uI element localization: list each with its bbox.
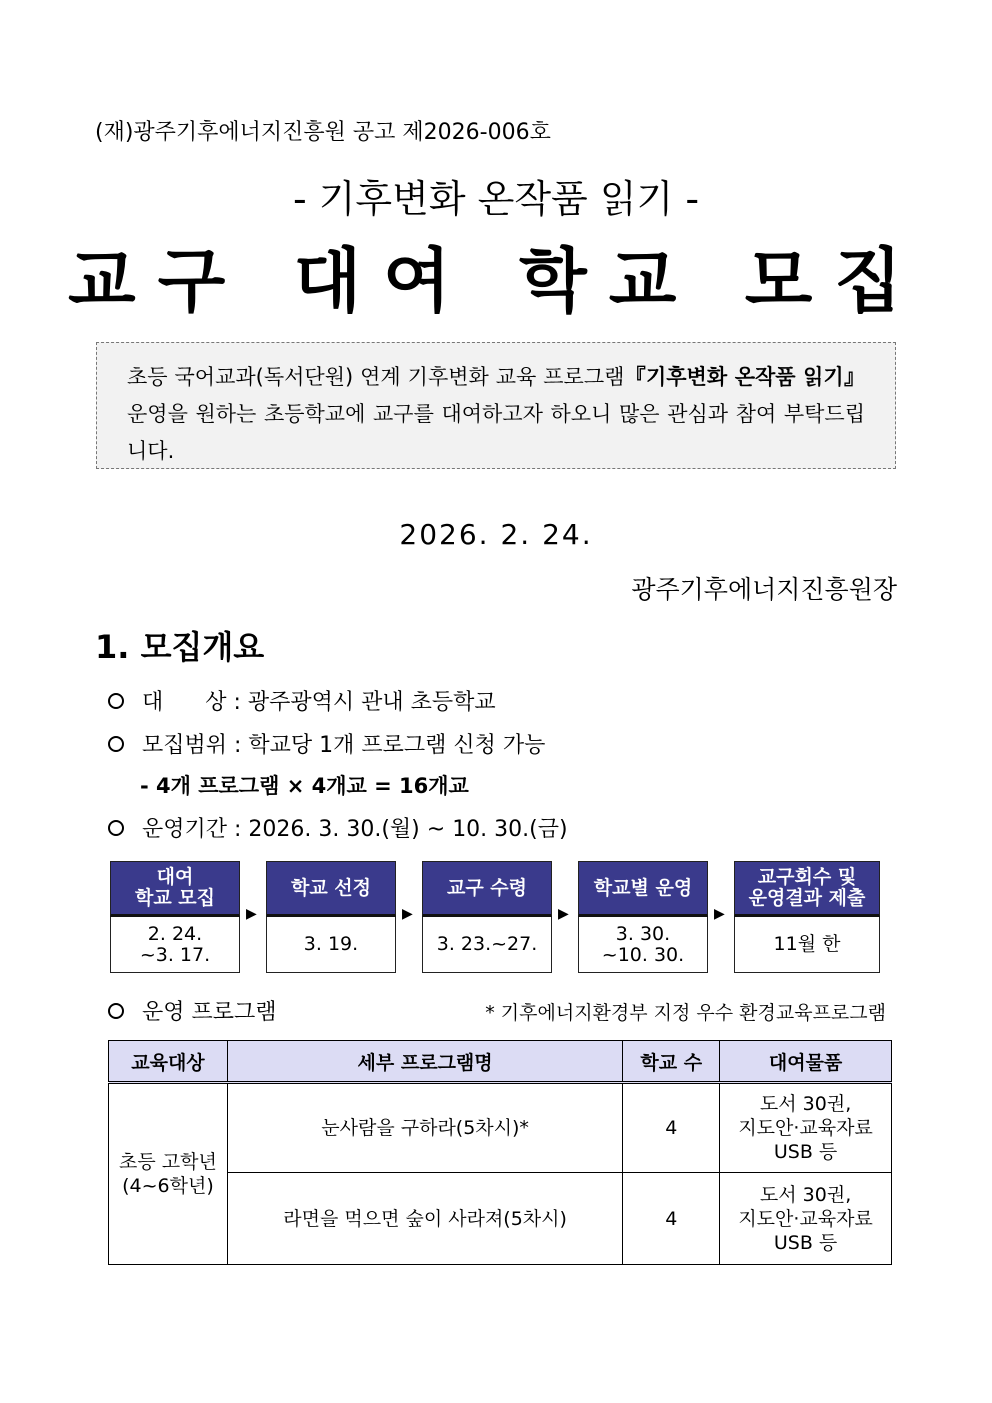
step-recruit (110, 861, 240, 973)
intro-program-name: 『기후변화 온작품 읽기』 (624, 365, 865, 389)
program-line (108, 995, 277, 1026)
intro-text-1: 초등 국어교과(독서단원) 연계 기후변화 교육 프로그램 (127, 365, 625, 389)
table-row (109, 1083, 892, 1173)
intro-text-2: 운영을 원하는 초등학교에 교구를 대여하고자 하오니 많은 관심과 참여 부탁드립니다. (127, 402, 865, 463)
header-items: 대여물품 (720, 1041, 892, 1083)
target-text: 대 상 : 광주광역시 관내 초등학교 (142, 690, 496, 715)
cell-program-name: 눈사람을 구하라(5차시)* (227, 1083, 622, 1173)
cell-items: 도서 30권, 지도안·교육자료 USB 등 (720, 1173, 892, 1265)
table-header-row (109, 1041, 892, 1083)
scope-line (108, 728, 545, 759)
arrow-right-icon: ▶ (558, 906, 569, 922)
header-program: 세부 프로그램명 (227, 1041, 622, 1083)
header-target: 교육대상 (109, 1041, 228, 1083)
scope-text: 모집범위 : 학교당 1개 프로그램 신청 가능 (142, 733, 546, 758)
step-title: 학교 선정 (266, 861, 396, 917)
program-table (108, 1040, 892, 1265)
arrow-right-icon: ▶ (246, 906, 257, 922)
step-title: 교구회수 및 운영결과 제출 (734, 861, 880, 917)
arrow-right-icon: ▶ (402, 906, 413, 922)
cell-target-group: 초등 고학년 (4~6학년) (109, 1083, 228, 1265)
step-receive (422, 861, 552, 973)
announcement-date: 2026. 2. 24. (399, 518, 593, 551)
step-selection (266, 861, 396, 973)
step-date: 3. 30. ~10. 30. (578, 917, 708, 973)
bullet-icon (108, 736, 124, 752)
notice-number: (재)광주기후에너지진흥원 공고 제2026-006호 (95, 120, 551, 145)
page-title: 교구 대여 학교 모집 (67, 240, 925, 322)
step-date: 3. 23.~27. (422, 917, 552, 973)
cell-school-count: 4 (623, 1083, 720, 1173)
period-line (108, 812, 568, 843)
step-operation (578, 861, 708, 973)
scope-detail: - 4개 프로그램 × 4개교 = 16개교 (140, 774, 469, 798)
step-return (734, 861, 880, 973)
issuer: 광주기후에너지진흥원장 (631, 575, 897, 604)
intro-box (96, 342, 896, 469)
step-date: 3. 19. (266, 917, 396, 973)
arrow-right-icon: ▶ (714, 906, 725, 922)
step-title: 학교별 운영 (578, 861, 708, 917)
bullet-icon (108, 693, 124, 709)
cell-program-name: 라면을 먹으면 숲이 사라져(5차시) (227, 1173, 622, 1265)
step-date: 2. 24. ~3. 17. (110, 917, 240, 973)
page-subtitle: - 기후변화 온작품 읽기 - (292, 177, 700, 221)
step-title: 교구 수령 (422, 861, 552, 917)
bullet-icon (108, 1003, 124, 1019)
step-title: 대여 학교 모집 (110, 861, 240, 917)
cell-school-count: 4 (623, 1173, 720, 1265)
bullet-icon (108, 820, 124, 836)
period-text: 운영기간 : 2026. 3. 30.(월) ~ 10. 30.(금) (142, 817, 568, 842)
target-line (108, 685, 496, 716)
cell-items: 도서 30권, 지도안·교육자료 USB 등 (720, 1083, 892, 1173)
program-note: * 기후에너지환경부 지정 우수 환경교육프로그램 (485, 1002, 886, 1024)
header-schools: 학교 수 (623, 1041, 720, 1083)
program-label: 운영 프로그램 (142, 1000, 277, 1025)
section-heading: 1. 모집개요 (95, 628, 265, 666)
step-date: 11월 한 (734, 917, 880, 973)
